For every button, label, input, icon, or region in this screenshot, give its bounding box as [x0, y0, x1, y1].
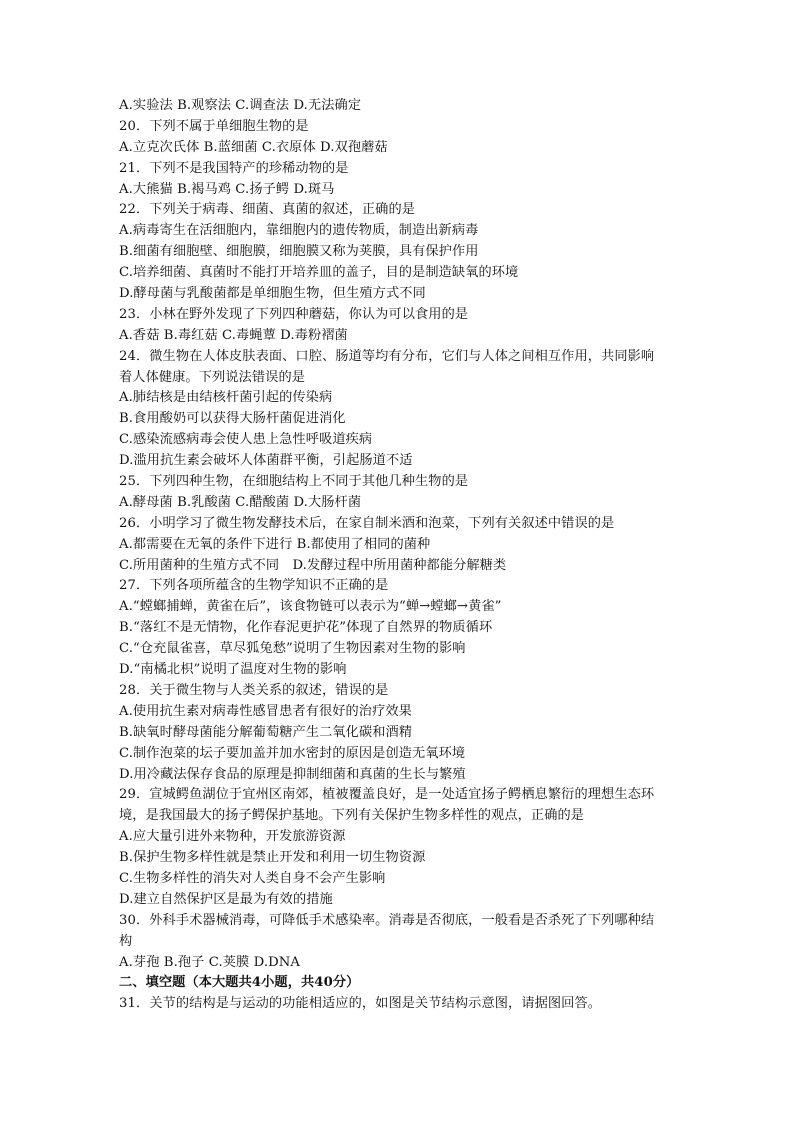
q22-option-c: C.培养细菌、真菌时不能打开培养皿的盖子，目的是制造缺氧的环境 — [119, 265, 519, 281]
q28-option-c: C.制作泡菜的坛子要加盖并加水密封的原因是创造无氧环境 — [119, 745, 466, 761]
q27-option-d: D.“南橘北枳”说明了温度对生物的影响 — [119, 662, 347, 678]
q20-options: A.立克次氏体 B.蓝细菌 C.衣原体 D.双孢蘑菇 — [119, 139, 388, 155]
q30-stem-line2: 构 — [119, 933, 133, 949]
q21-stem: 21．下列不是我国特产的珍稀动物的是 — [119, 160, 349, 176]
q20-stem: 20．下列不属于单细胞生物的是 — [119, 118, 309, 134]
q23-stem: 23．小林在野外发现了下列四种蘑菇，你认为可以食用的是 — [119, 306, 469, 322]
section-heading-fill-in: 二、填空题（本大题共4小题，共40分） — [119, 975, 360, 991]
exam-page — [119, 96, 679, 1015]
q29-option-d: D.建立自然保护区是最为有效的措施 — [119, 891, 333, 907]
q23-options: A.香菇 B.毒红菇 C.毒蝇蕈 D.毒粉褶菌 — [119, 327, 348, 343]
q24-stem-line2: 着人体健康。下列说法错误的是 — [119, 369, 306, 385]
q25-stem: 25．下列四种生物，在细胞结构上不同于其他几种生物的是 — [119, 474, 469, 490]
q29-option-b: B.保护生物多样性就是禁止开发和利用一切生物资源 — [119, 850, 426, 866]
q30-stem-line1: 30．外科手术器械消毒，可降低手术感染率。消毒是否彻底，一般看是否杀死了下列哪种结 — [119, 912, 655, 928]
q24-option-b: B.食用酸奶可以获得大肠杆菌促进消化 — [119, 411, 346, 427]
q21-options: A.大熊猫 B.褐马鸡 C.扬子鳄 D.斑马 — [119, 181, 335, 197]
q24-option-c: C.感染流感病毒会使人患上急性呼吸道疾病 — [119, 432, 373, 448]
q22-option-d: D.酵母菌与乳酸菌都是单细胞生物，但生殖方式不同 — [119, 286, 426, 302]
q30-options: A.芽孢 B.孢子 C.荚膜 D.DNA — [119, 954, 301, 970]
q22-stem: 22．下列关于病毒、细菌、真菌的叙述，正确的是 — [119, 202, 416, 218]
q26-options-ab: A.都需要在无氧的条件下进行 B.都使用了相同的菌种 — [119, 536, 431, 552]
q27-option-c: C.“仓充鼠雀喜，草尽狐兔愁”说明了生物因素对生物的影响 — [119, 641, 466, 657]
q27-option-a: A.“螳螂捕蝉，黄雀在后”，该食物链可以表示为“蝉→螳螂→黄雀” — [119, 599, 502, 615]
q29-option-a: A.应大量引进外来物种，开发旅游资源 — [119, 829, 346, 845]
q24-option-a: A.肺结核是由结核杆菌引起的传染病 — [119, 390, 333, 406]
q24-stem-line1: 24．微生物在人体皮肤表面、口腔、肠道等均有分布，它们与人体之间相互作用，共同影响 — [119, 348, 655, 364]
q26-options-cd: C.所用菌种的生殖方式不同 D.发酵过程中所用菌种都能分解糖类 — [119, 557, 507, 573]
q29-stem-line1: 29．宣城鳄鱼湖位于宜州区南郊，植被覆盖良好，是一处适宜扬子鳄栖息繁衍的理想生态环 — [119, 787, 655, 803]
q27-stem: 27．下列各项所蕴含的生物学知识不正确的是 — [119, 578, 389, 594]
q28-option-d: D.用冷藏法保存食品的原理是抑制细菌和真菌的生长与繁殖 — [119, 766, 466, 782]
q27-option-b: B.“落红不是无情物，化作春泥更护花”体现了自然界的物质循环 — [119, 620, 493, 636]
q22-option-a: A.病毒寄生在活细胞内，靠细胞内的遗传物质，制造出新病毒 — [119, 223, 479, 239]
q19-options: A.实验法 B.观察法 C.调查法 D.无法确定 — [119, 98, 362, 113]
q28-option-a: A.使用抗生素对病毒性感冒患者有很好的治疗效果 — [119, 703, 412, 719]
q29-option-c: C.生物多样性的消失对人类自身不会产生影响 — [119, 870, 386, 886]
q25-options: A.酵母菌 B.乳酸菌 C.醋酸菌 D.大肠杆菌 — [119, 494, 362, 510]
q22-option-b: B.细菌有细胞壁、细胞膜，细胞膜又称为荚膜，具有保护作用 — [119, 244, 479, 260]
q29-stem-line2: 境，是我国最大的扬子鳄保护基地。下列有关保护生物多样性的观点，正确的是 — [119, 808, 585, 824]
q31-stem: 31．关节的结构是与运动的功能相适应的，如图是关节结构示意图，请据图回答。 — [119, 996, 602, 1012]
q26-stem: 26．小明学习了微生物发酵技术后，在家自制米酒和泡菜，下列有关叙述中错误的是 — [119, 515, 615, 531]
q28-option-b: B.缺氧时酵母菌能分解葡萄糖产生二氧化碳和酒精 — [119, 724, 413, 740]
q24-option-d: D.滥用抗生素会破坏人体菌群平衡，引起肠道不适 — [119, 453, 413, 469]
q28-stem: 28．关于微生物与人类关系的叙述，错误的是 — [119, 682, 389, 698]
